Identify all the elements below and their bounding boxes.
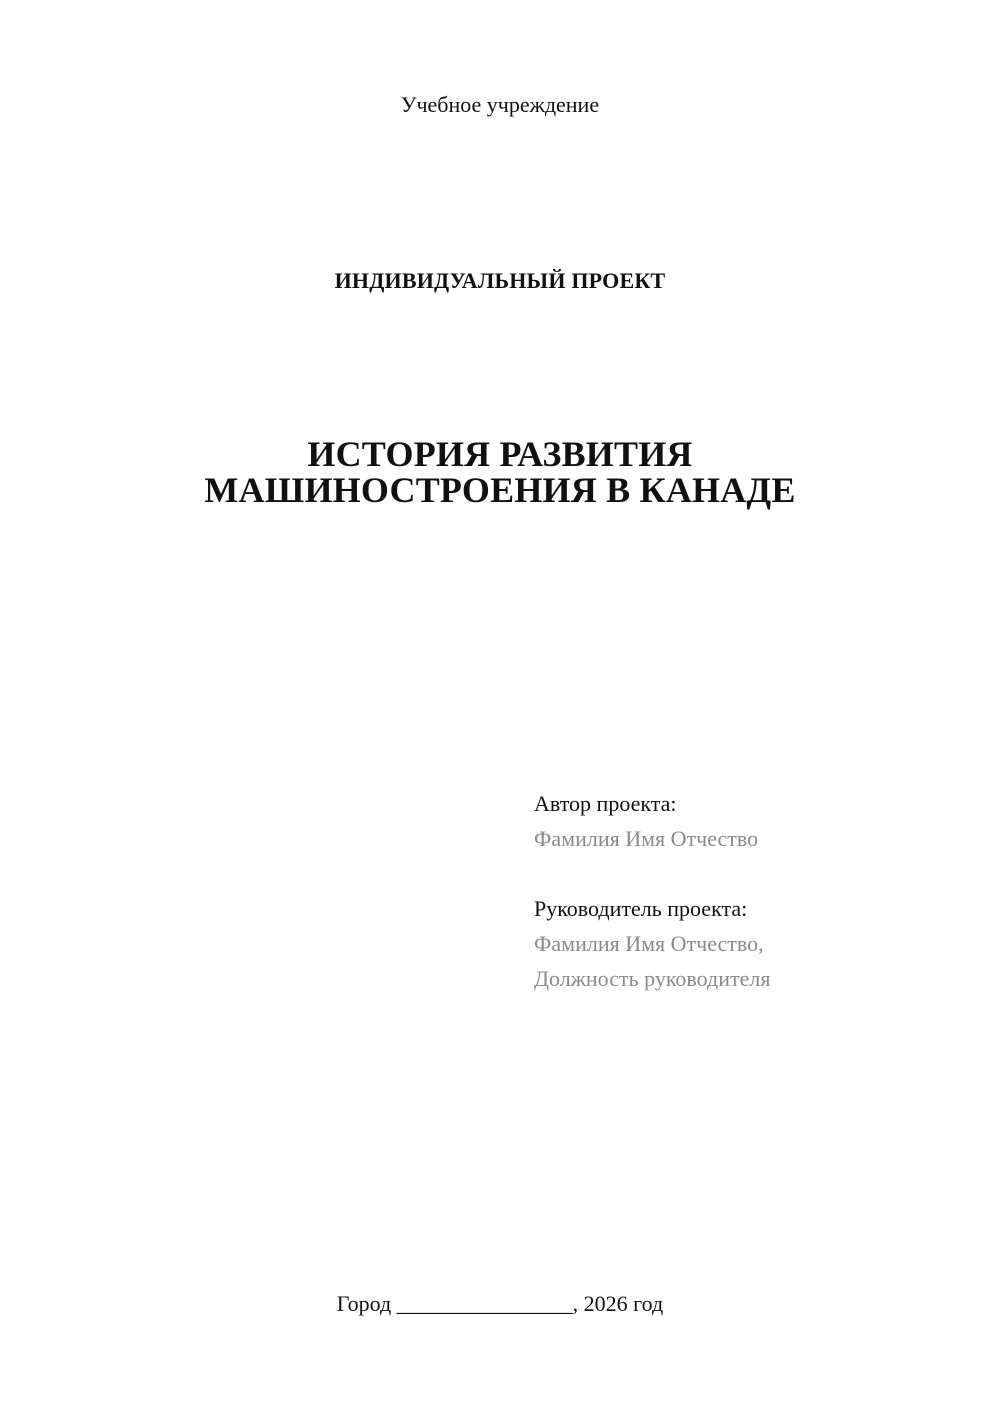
project-type-heading: ИНДИВИДУАЛЬНЫЙ ПРОЕКТ bbox=[334, 268, 666, 293]
author-block bbox=[534, 786, 974, 856]
project-title-line-1: ИСТОРИЯ РАЗВИТИЯ bbox=[307, 434, 693, 474]
author-label: Автор проекта: bbox=[534, 791, 677, 816]
author-name: Фамилия Имя Отчество bbox=[534, 826, 759, 851]
supervisor-label: Руководитель проекта: bbox=[534, 896, 748, 921]
supervisor-name: Фамилия Имя Отчество, bbox=[534, 931, 764, 956]
institution-name: Учебное учреждение bbox=[400, 92, 600, 117]
project-title-line-2: МАШИНОСТРОЕНИЯ В КАНАДЕ bbox=[204, 470, 796, 510]
city-year-line: Город ________________, 2026 год bbox=[336, 1291, 664, 1316]
project-title bbox=[0, 436, 1000, 508]
supervisor-block bbox=[534, 891, 974, 996]
supervisor-position: Должность руководителя bbox=[534, 966, 771, 991]
